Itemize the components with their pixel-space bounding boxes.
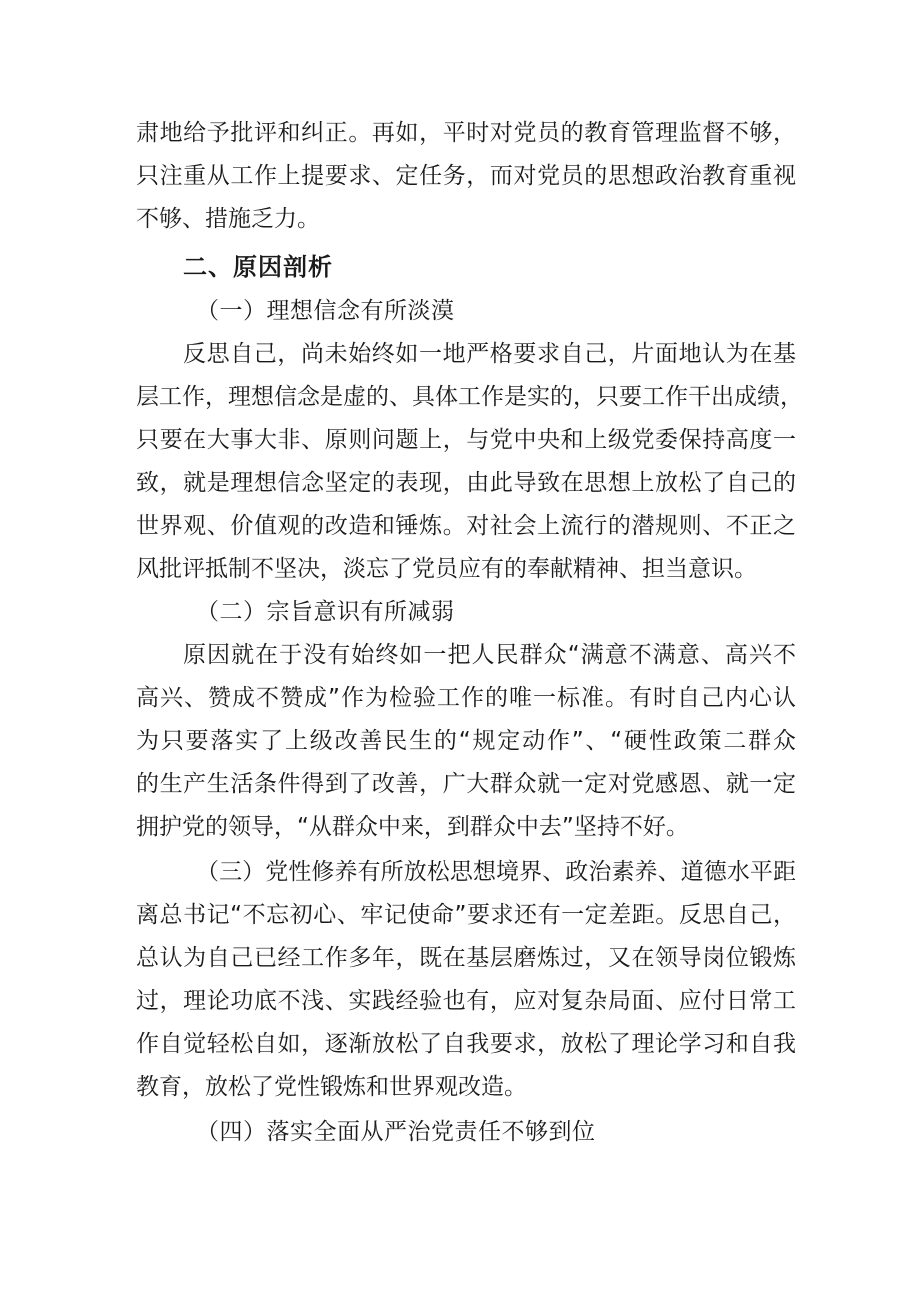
- paragraph-line: 只注重从工作上提要求、定任务，而对党员的思想政治教育重视: [136, 163, 796, 189]
- paragraph-line: 层工作，理想信念是虚的、具体工作是实的，只要工作干出成绩，: [136, 384, 803, 410]
- paragraph-line: 反思自己，尚未始终如一地严格要求自己，片面地认为在基: [183, 341, 796, 367]
- paragraph-line: 致，就是理想信念坚定的表现，由此导致在思想上放松了自己的: [136, 470, 796, 496]
- paragraph-line: 为只要落实了上级改善民生的“规定动作”、“硬性政策二群众: [136, 728, 796, 754]
- paragraph-line: 拥护党的领导，“从群众中来，到群众中去”坚持不好。: [136, 814, 689, 840]
- section-heading: 二、原因剖析: [183, 253, 333, 281]
- paragraph-line: 总认为自己已经工作多年，既在基层磨炼过，又在领导岗位锻炼: [136, 945, 796, 971]
- paragraph-line: 教育，放松了党性锻炼和世界观改造。: [136, 1074, 527, 1100]
- paragraph-line: （三）党性修养有所放松思想境界、政治素养、道德水平距: [196, 859, 796, 885]
- paragraph-line: 作自觉轻松自如，逐渐放松了自我要求，放松了理论学习和自我: [136, 1031, 796, 1057]
- subsection-heading: （二）宗旨意识有所减弱: [196, 599, 455, 625]
- paragraph-line: 过，理论功底不浅、实践经验也有，应对复杂局面、应付日常工: [136, 988, 796, 1014]
- subsection-heading: （一）理想信念有所淡漠: [196, 298, 455, 324]
- subsection-heading: （四）落实全面从严治党责任不够到位: [196, 1119, 596, 1145]
- paragraph-line: 肃地给予批评和纠正。再如，平时对党员的教育管理监督不够，: [136, 120, 796, 146]
- paragraph-line: 离总书记“不忘初心、牢记使命”要求还有一定差距。反思自己，: [136, 902, 796, 928]
- paragraph-line: 高兴、赞成不赞成”作为检验工作的唯一标准。有时自己内心认: [136, 685, 796, 711]
- paragraph-line: 风批评抵制不坚决，淡忘了党员应有的奉献精神、担当意识。: [136, 556, 757, 582]
- paragraph-line: 不够、措施乏力。: [136, 206, 320, 232]
- paragraph-line: 原因就在于没有始终如一把人民群众“满意不满意、高兴不: [183, 642, 796, 668]
- paragraph-line: 世界观、价值观的改造和锤炼。对社会上流行的潜规则、不正之: [136, 513, 796, 539]
- paragraph-line: 的生产生活条件得到了改善，广大群众就一定对党感恩、就一定: [136, 771, 796, 797]
- paragraph-line: 只要在大事大非、原则问题上，与党中央和上级党委保持高度一: [136, 427, 796, 453]
